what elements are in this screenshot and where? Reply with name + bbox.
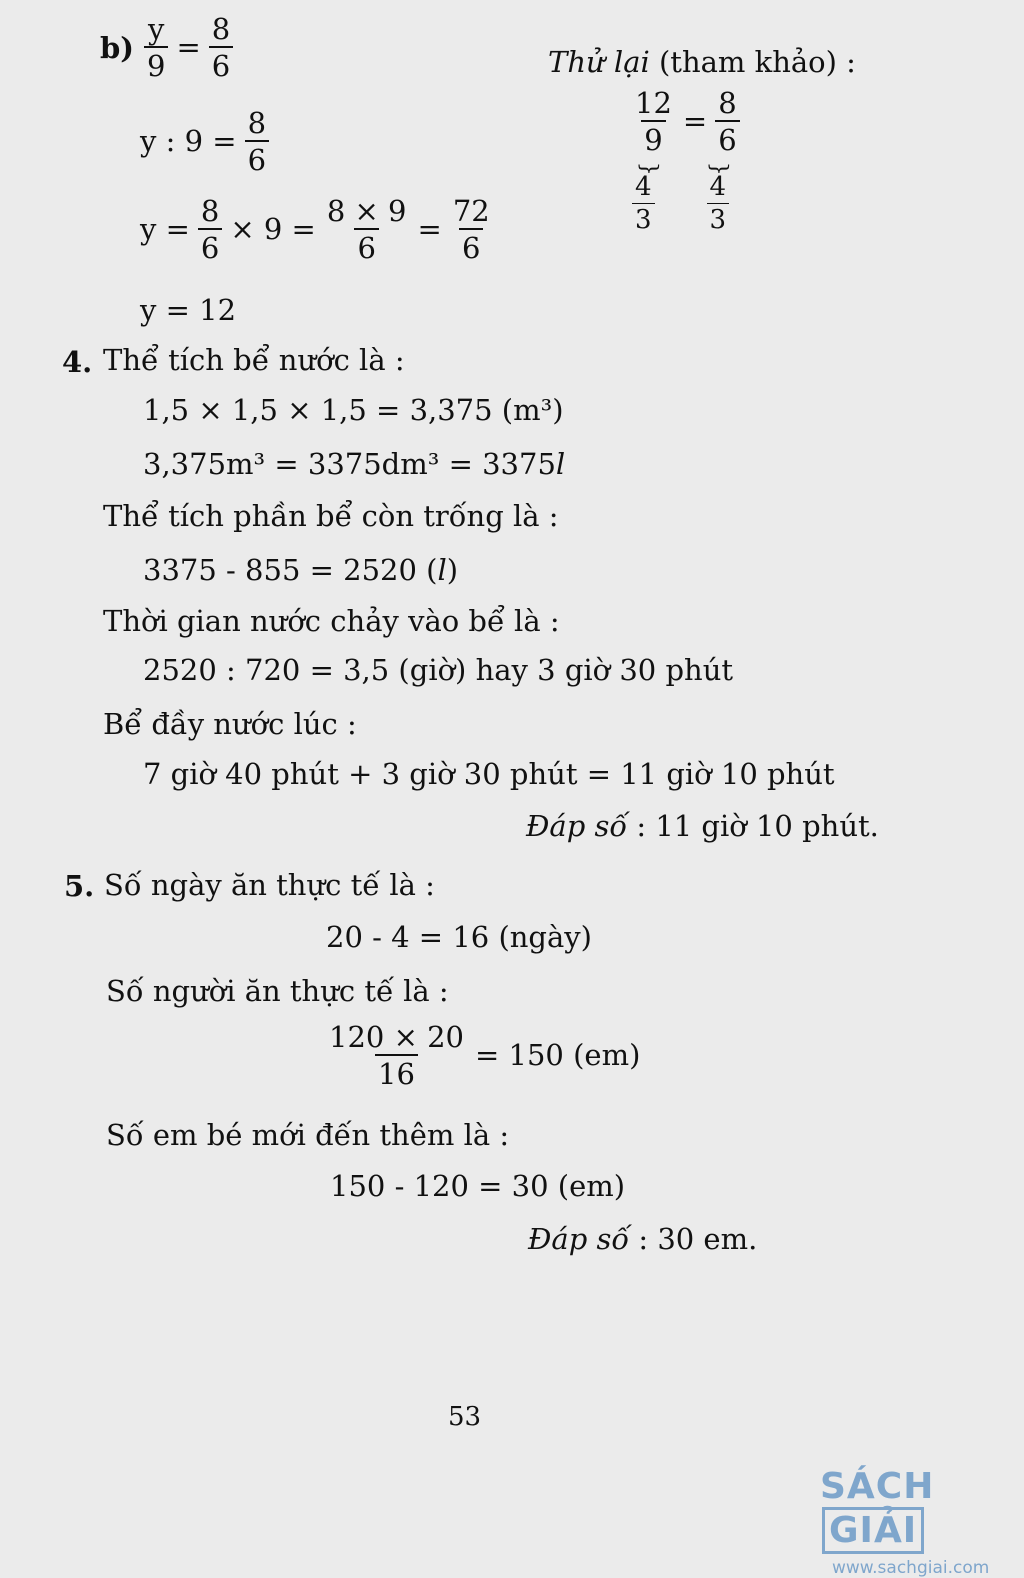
q4-line1: Thể tích bể nước là : <box>103 343 405 377</box>
q5-answer <box>528 1222 758 1256</box>
eq3-num3: 72 <box>452 194 490 228</box>
check-red-num-left: 4 <box>635 172 652 202</box>
eq3-mid: × 9 = <box>230 212 316 247</box>
q5-answer-value: : 30 em. <box>638 1222 758 1256</box>
eq3-left: y = <box>140 212 190 247</box>
check-den-right: 6 <box>715 120 739 155</box>
q4-answer-value: : 11 giờ 10 phút. <box>636 809 879 843</box>
check-brace-left-icon: } <box>635 161 661 176</box>
watermark-url: www.sachgiai.com <box>832 1558 990 1578</box>
part-b-eq2 <box>140 108 273 176</box>
q4-line5-b: ) <box>446 553 459 587</box>
eq3-equals: = <box>417 212 442 247</box>
q4-line3-unit: l <box>555 447 566 481</box>
watermark-logo <box>820 1466 1020 1554</box>
check-num-left: 12 <box>635 86 672 120</box>
check-num-right: 8 <box>718 86 737 120</box>
check-brace-right-icon: } <box>705 161 731 176</box>
eq3-num2: 8 × 9 <box>326 194 407 228</box>
q5-frac-den: 16 <box>375 1054 418 1089</box>
check-red-den-left: 3 <box>632 203 655 234</box>
watermark-part1: SÁCH <box>820 1466 935 1507</box>
check-equation <box>628 88 744 156</box>
q4-line9: 7 giờ 40 phút + 3 giờ 30 phút = 11 giờ 10 phút <box>143 757 835 791</box>
q4-line3-text: 3,375m³ = 3375dm³ = 3375 <box>143 447 556 481</box>
check-title-italic: Thử lại <box>548 45 650 79</box>
check-red-num-right: 4 <box>709 172 727 202</box>
q4-line4: Thể tích phần bể còn trống là : <box>103 499 559 533</box>
check-red-den-right: 3 <box>707 203 730 234</box>
eq1-num-left: y <box>148 12 165 46</box>
q5-line6: 150 - 120 = 30 (em) <box>330 1169 626 1203</box>
check-equals: = <box>682 104 708 139</box>
q5-line2: 20 - 4 = 16 (ngày) <box>326 920 592 954</box>
check-title-rest: (tham khảo) : <box>658 45 856 79</box>
q4-line8: Bể đầy nước lúc : <box>103 707 357 741</box>
eq1-den-left: 9 <box>144 46 168 81</box>
q4-answer <box>526 809 879 843</box>
eq2-left: y : 9 = <box>140 124 237 159</box>
q4-line7: 2520 : 720 = 3,5 (giờ) hay 3 giờ 30 phút <box>143 653 734 687</box>
q4-line3 <box>143 447 566 481</box>
q4-line6: Thời gian nước chảy vào bể là : <box>103 604 560 638</box>
q5-line1: Số ngày ăn thực tế là : <box>104 868 435 902</box>
q5-answer-label: Đáp số <box>528 1222 630 1256</box>
q4-line5-unit: l <box>437 553 447 587</box>
part-b-label: b) <box>100 31 134 65</box>
eq1-den-right: 6 <box>209 46 233 81</box>
check-reduced <box>632 174 733 235</box>
eq1-equals: = <box>176 30 201 65</box>
q4-answer-label: Đáp số <box>526 809 628 843</box>
watermark-part2: GIẢI <box>822 1507 924 1554</box>
q5-frac-rest: = 150 (em) <box>475 1038 641 1073</box>
q5-line5: Số em bé mới đến thêm là : <box>106 1118 510 1152</box>
eq2-num: 8 <box>247 106 267 140</box>
q5-line3: Số người ăn thực tế là : <box>106 974 449 1008</box>
eq1-num-right: 8 <box>211 12 231 46</box>
eq3-den1: 6 <box>198 228 222 263</box>
q4-line5 <box>143 553 459 587</box>
q5-frac-num: 120 × 20 <box>329 1020 464 1054</box>
eq2-den: 6 <box>245 140 269 175</box>
q4-line2: 1,5 × 1,5 × 1,5 = 3,375 (m³) <box>143 393 564 427</box>
q5-fraction-line <box>326 1022 644 1090</box>
eq3-den3: 6 <box>459 228 483 263</box>
part-b-eq1 <box>140 14 237 82</box>
eq3-den2: 6 <box>354 228 378 263</box>
q4-line5-a: 3375 - 855 = 2520 ( <box>143 553 438 587</box>
eq3-num1: 8 <box>200 194 220 228</box>
page-number: 53 <box>448 1402 482 1432</box>
check-title <box>548 45 856 79</box>
part-b-eq4: y = 12 <box>140 293 237 327</box>
check-den-left: 9 <box>641 120 665 155</box>
part-b-eq3 <box>140 196 497 264</box>
q4-number: 4. <box>62 345 93 379</box>
sachgiai-watermark <box>820 1466 1020 1578</box>
q5-number: 5. <box>64 869 95 903</box>
